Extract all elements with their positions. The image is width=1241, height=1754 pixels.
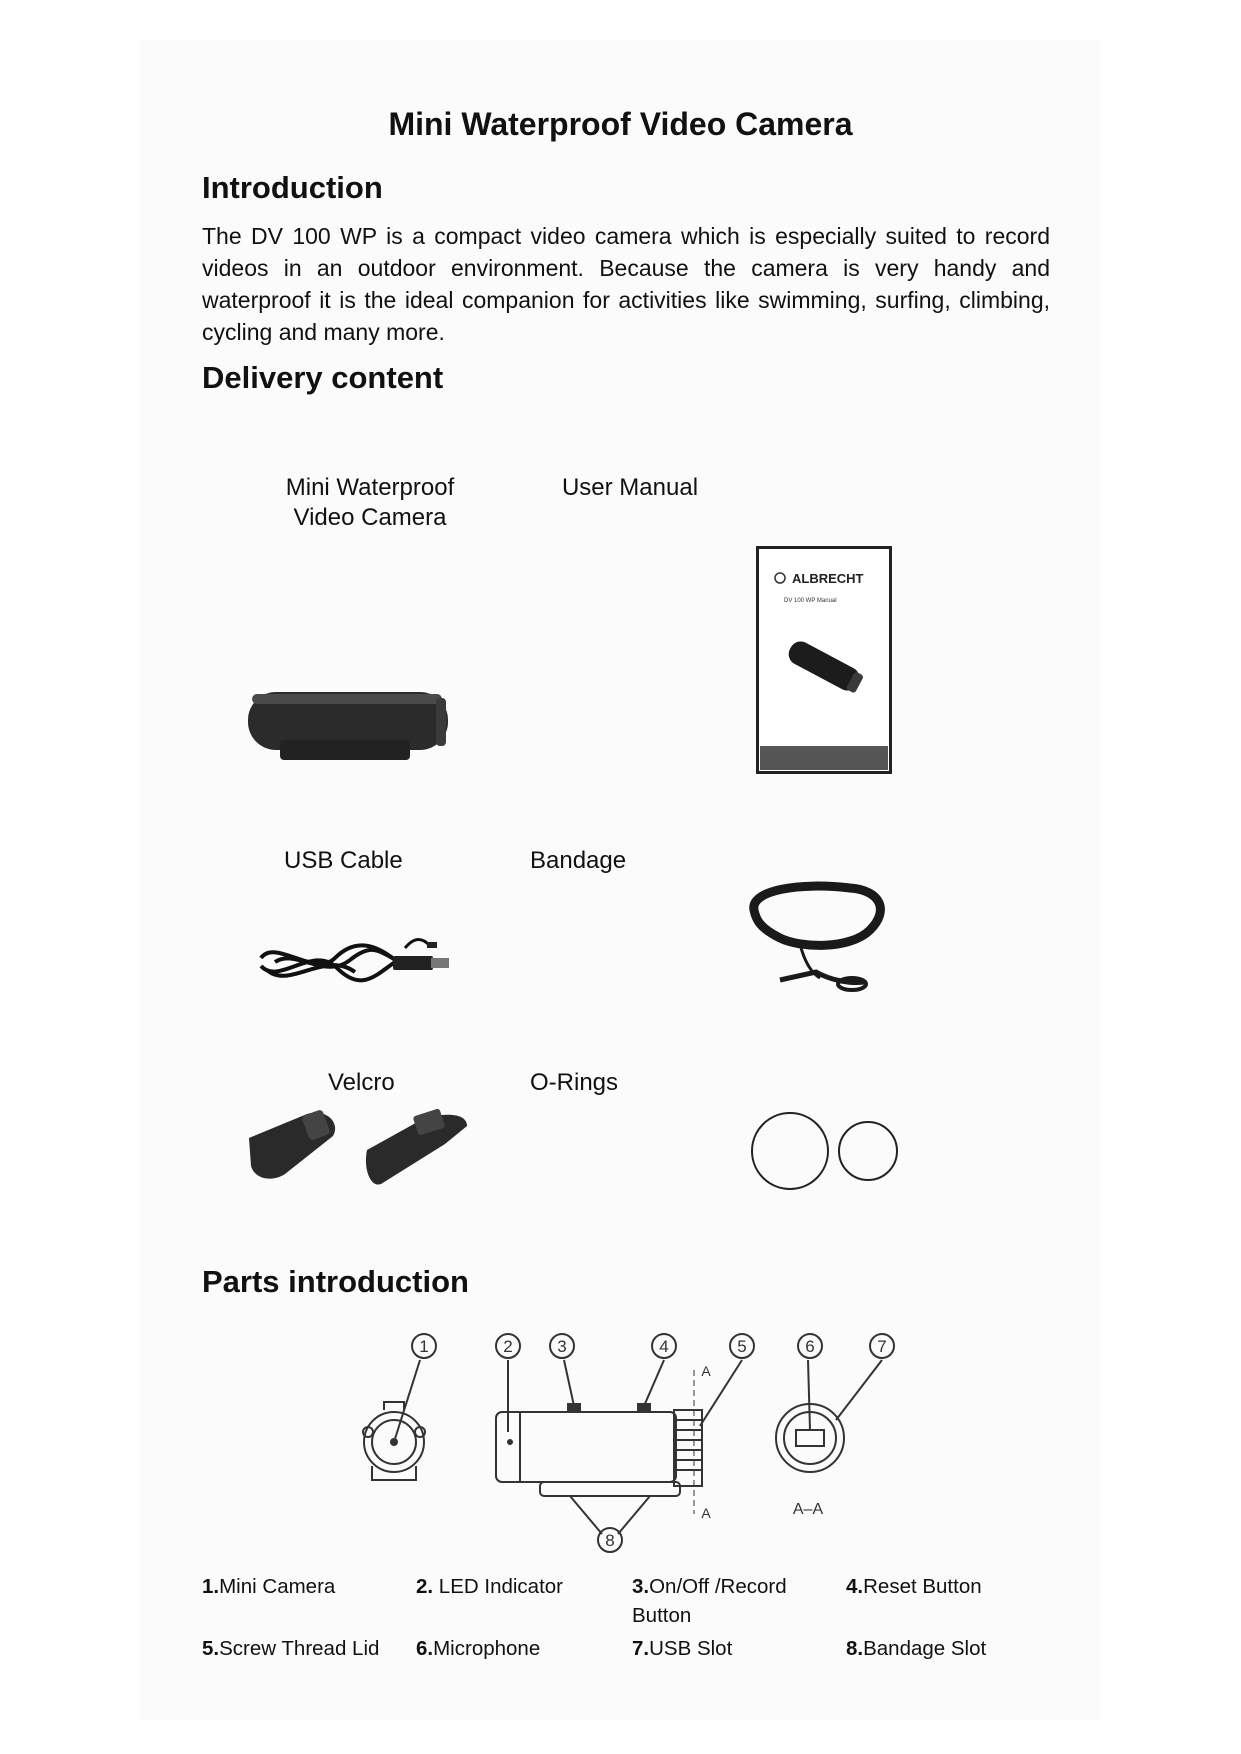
part-1-label: 1.Mini Camera <box>202 1575 336 1598</box>
part-4-label: 4.Reset Button <box>846 1575 982 1598</box>
section-mark-top: A <box>701 1363 711 1379</box>
parts-introduction-heading: Parts introduction <box>202 1264 469 1299</box>
section-mark-bottom: A <box>701 1505 711 1521</box>
bandage-label: Bandage <box>530 847 627 874</box>
o-rings-label: O-Rings <box>530 1069 619 1096</box>
document-title: Mini Waterproof Video Camera <box>388 106 853 142</box>
part-5-label: 5.Screw Thread Lid <box>202 1637 380 1660</box>
o-rings-image <box>750 1105 910 1195</box>
delivery-content-heading: Delivery content <box>202 360 444 395</box>
introduction-text: The DV 100 WP is a compact video camera which is especially suited to record videos in an outdoor environment. Because the camera is very handy and waterproof it is the ideal companion for activities like swimming, surfing, climbing, cycling and many more. <box>202 223 1050 345</box>
bandage-image <box>740 880 900 1000</box>
velcro-label: Velcro <box>328 1069 395 1096</box>
callout-6: 6 <box>805 1337 815 1356</box>
parts-diagram <box>350 1330 910 1560</box>
camera-label: Mini Waterproof Video Camera <box>285 474 455 531</box>
callout-1: 1 <box>419 1337 429 1356</box>
callout-8: 8 <box>605 1531 615 1550</box>
usb-cable-image <box>255 930 455 1000</box>
section-label: A–A <box>792 1501 824 1518</box>
manual-subtitle: DV 100 WP Manual <box>784 598 837 604</box>
callout-2: 2 <box>503 1337 513 1356</box>
callout-7: 7 <box>877 1337 887 1356</box>
part-3-label: 3.On/Off /Record Button <box>632 1575 787 1627</box>
part-6-label: 6.Microphone <box>416 1637 541 1660</box>
velcro-image <box>245 1100 475 1200</box>
part-2-label: 2. LED Indicator <box>416 1575 564 1598</box>
manual-brand: ALBRECHT <box>792 571 864 586</box>
usb-cable-label: USB Cable <box>284 847 403 874</box>
part-8-label: 8.Bandage Slot <box>846 1637 987 1660</box>
manual-label: User Manual <box>561 474 699 501</box>
callout-5: 5 <box>737 1337 747 1356</box>
camera-image <box>240 680 460 780</box>
user-manual-image <box>756 546 892 774</box>
callout-4: 4 <box>659 1337 669 1356</box>
part-7-label: 7.USB Slot <box>632 1637 733 1660</box>
callout-3: 3 <box>557 1337 567 1356</box>
introduction-heading: Introduction <box>202 170 383 205</box>
